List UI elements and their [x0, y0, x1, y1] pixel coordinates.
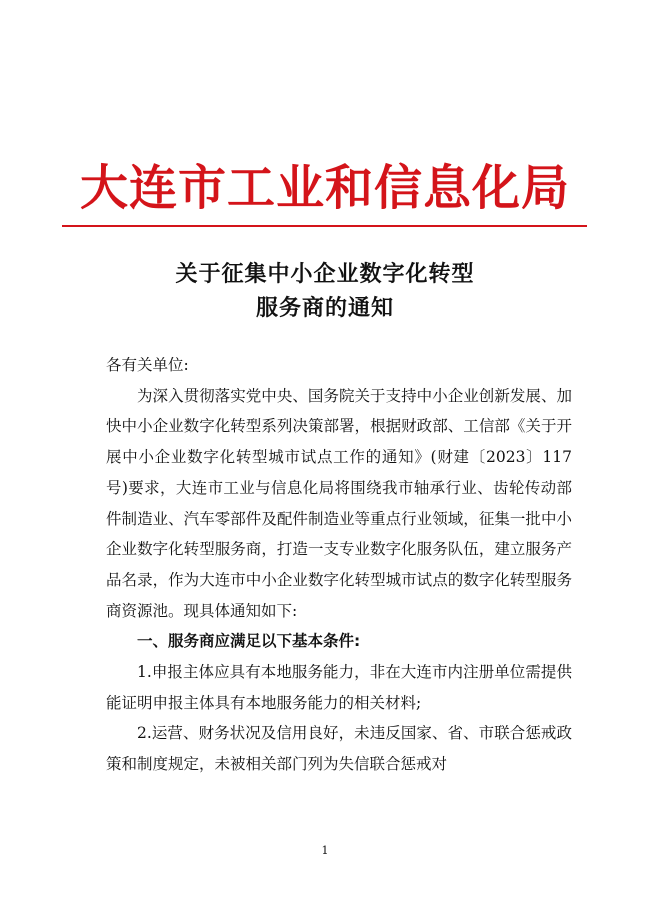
- document-title-line-1: 关于征集中小企业数字化转型: [175, 261, 475, 287]
- salutation: 各有关单位:: [106, 356, 189, 374]
- letterhead-org-name: 大连市工业和信息化局: [79, 160, 570, 216]
- condition-item-1: 1.申报主体应具有本地服务能力，非在大连市内注册单位需提供能证明申报主体具有本地服务能力的相关材料;: [106, 663, 572, 712]
- intro-paragraph: 为深入贯彻落实党中央、国务院关于支持中小企业创新发展、加快中小企业数字化转型系列决策部署，根据财政部、工信部《关于开展中小企业数字化转型城市试点工作的通知》(财建〔2023〕117号)要求，大连市工业与信息化局将围绕我市轴承行业、齿轮传动部件制造业、汽车零部件及配件制造业等重点行业领域，征集一批中小企业数字化转型服务商，打造一支专业数字化服务队伍，建立服务产品名录，作为大连市中小企业数字化转型城市试点的数字化转型服务商资源池。现具体通知如下:: [106, 386, 572, 620]
- condition-item-2: 2.运营、财务状况及信用良好，未违反国家、省、市联合惩戒政策和制度规定，未被相关部门列为失信联合惩戒对: [106, 724, 572, 774]
- document-body: [106, 350, 572, 780]
- document-title-line-2: 服务商的通知: [255, 295, 394, 321]
- section-1-heading: 一、服务商应满足以下基本条件:: [137, 632, 361, 651]
- letterhead-red-rule: [62, 225, 587, 227]
- page-number: 1: [321, 844, 329, 857]
